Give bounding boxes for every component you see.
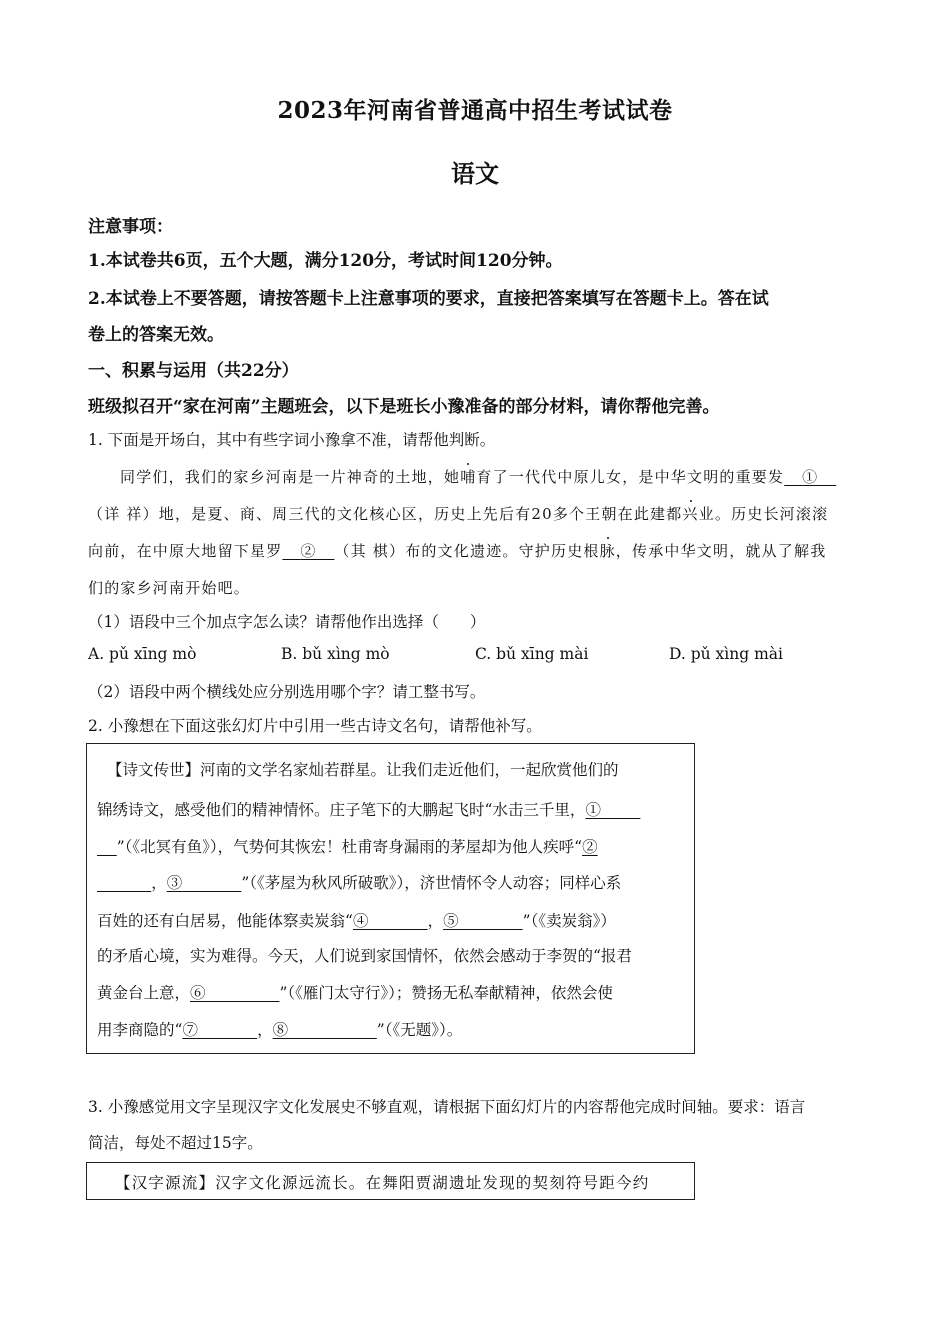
- q1-text: （详 祥）地，是夏、商、周三代的文化核心区，历史上先后有20多个王朝在此建都: [88, 505, 683, 523]
- exam-title: 2023年河南省普通高中招生考试试卷: [277, 97, 673, 124]
- q3-stem-b: 简洁，每处不超过15字。: [88, 1134, 263, 1152]
- slide-line-2: 锦绣诗文，感受他们的精神情怀。庄子笔下的大鹏起飞时“水击三千里，①: [97, 798, 640, 820]
- blank-q2-8: ⑧: [272, 1021, 289, 1039]
- subject-title: 语文: [451, 159, 499, 188]
- dotted-char: 脉: [599, 542, 616, 560]
- q1-text: 育了一代代中原儿女，是中华文明的重要发: [476, 468, 785, 486]
- option-a: A. pǔ xīng mò: [88, 645, 197, 663]
- blank-q2-1-cont: [97, 838, 117, 856]
- slide-line-6: 的矛盾心境，实为难得。今天，人们说到家国情怀，依然会感动于李贺的“报君: [97, 947, 632, 965]
- poetry-slide-box: [86, 743, 695, 1054]
- q1-text: 向前，在中原大地留下星罗: [88, 542, 283, 560]
- q1-passage-line-4: 们的家乡河南开始吧。: [88, 579, 251, 597]
- q1-stem: 1. 下面是开场白，其中有些字词小豫拿不准，请帮他判断。: [88, 431, 496, 449]
- q1-text: 同学们，我们的家乡河南是一片神奇的土地，她: [120, 468, 461, 486]
- q1-passage-line-1: [120, 466, 836, 487]
- section-1-heading: 一、积累与运用（共22分）: [88, 361, 299, 381]
- q1-text: ，传承中华文明，就从了解我: [615, 542, 827, 560]
- q1-passage-line-3: [88, 540, 826, 561]
- blank-q2-3: ③: [166, 874, 183, 892]
- q1-sub-1: （1）语段中三个加点字怎么读？请帮他作出选择（ ）: [88, 613, 486, 631]
- dotted-char: 兴: [682, 505, 699, 523]
- q1-sub-2: （2）语段中两个横线处应分别选用哪个字？请工整书写。: [88, 683, 486, 701]
- section-1-intro: 班级拟召开“家在河南”主题班会，以下是班长小豫准备的部分材料，请你帮他完善。: [88, 397, 720, 417]
- option-d: D. pǔ xìng mài: [669, 645, 783, 663]
- slide-line-5: 百姓的还有白居易，他能体察卖炭翁“④ ，⑤ ”（《卖炭翁》）: [97, 912, 616, 930]
- blank-q2-7: ⑦: [182, 1021, 198, 1039]
- blank-q2-6: ⑥: [190, 984, 206, 1002]
- q1-text: （其 棋）布的文化遗迹。守护历史根: [334, 542, 600, 560]
- option-c: C. bǔ xīng mài: [475, 645, 589, 663]
- blank-q2-4: ④: [352, 912, 369, 930]
- blank-q2-1: ①: [585, 801, 601, 819]
- slide-line-7: 黄金台上意，⑥ ”（《雁门太守行》）；赞扬无私奉献精神，依然会使: [97, 984, 613, 1002]
- blank-q2-5: ⑤: [443, 912, 459, 930]
- hanzi-slide-box: [86, 1162, 695, 1200]
- notice-item-1: 1.本试卷共6页，五个大题，满分120分，考试时间120分钟。: [88, 251, 563, 271]
- q1-text: 业。历史长河滚滚: [698, 505, 829, 523]
- q2-stem: 2. 小豫想在下面这张幻灯片中引用一些古诗文名句，请帮他补写。: [88, 717, 542, 735]
- blank-1: ①: [802, 468, 819, 486]
- slide-line-8: 用李商隐的“⑦ ，⑧ ”（《无题》）。: [97, 1021, 463, 1039]
- slide-line-3: ”（《北冥有鱼》），气势何其恢宏！杜甫寄身漏雨的茅屋却为他人疾呼“②: [97, 835, 598, 857]
- notice-heading: 注意事项：: [88, 217, 173, 237]
- dotted-char: 哺: [460, 468, 477, 486]
- q1-passage-line-2: [88, 503, 828, 524]
- slide-line-4: ，③ ”（《茅屋为秋风所破歌》），济世情怀令人动容；同样心系: [97, 871, 621, 893]
- blank-q2-2-cont: [97, 874, 151, 892]
- q3-stem-a: 3. 小豫感觉用文字呈现汉字文化发展史不够直观，请根据下面幻灯片的内容帮他完成时间轴。要求：语言: [88, 1098, 806, 1116]
- blank-q2-2: ②: [582, 838, 598, 856]
- blank-2: ②: [300, 542, 317, 560]
- notice-item-2a: 2.本试卷上不要答题，请按答题卡上注意事项的要求，直接把答案填写在答题卡上。答在试: [88, 289, 769, 309]
- option-b: B. bǔ xìng mò: [281, 645, 390, 663]
- slide-line-1: 【诗文传世】河南的文学名家灿若群星。让我们走近他们，一起欣赏他们的: [107, 761, 619, 779]
- notice-item-2b: 卷上的答案无效。: [88, 325, 224, 345]
- hanzi-slide-text: 【汉字源流】汉字文化源远流长。在舞阳贾湖遗址发现的契刻符号距今约: [115, 1174, 650, 1192]
